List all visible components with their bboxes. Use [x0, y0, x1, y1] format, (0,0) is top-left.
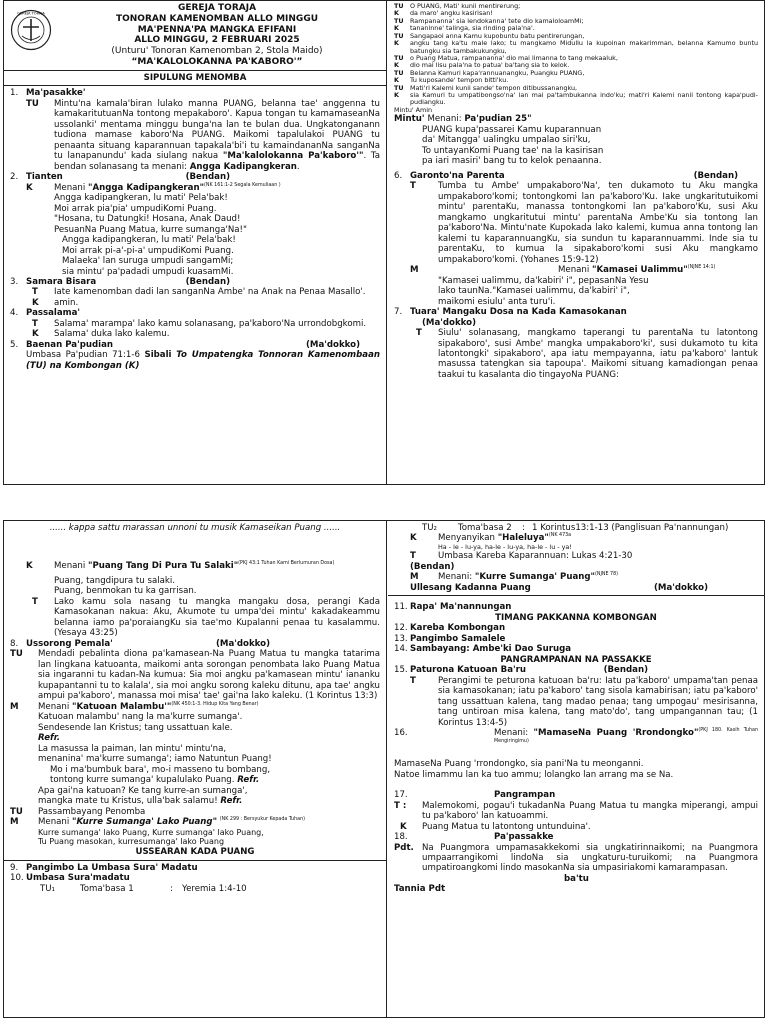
item-10: 10. Umbasa Sura'madatu	[10, 873, 130, 884]
item-12: 12. Kareba Kombongan	[394, 623, 506, 634]
order-of-service: (Unturu' Tonoran Kamenomban 2, Stola Maido)	[111, 46, 323, 57]
liturgical-season: MA'PENNA'PA MANGKA EFIFANI	[137, 24, 297, 35]
speaker-label: TU	[26, 98, 39, 109]
page1-left-column: GEREJA TORAJA GEREJA TORAJA TONORAN KAMENOMBAN ALLO MINGGU MA'PENNA'PA MANGKA EFIFANI ALLO MINGGU, 2 FEBRUARI 2025 (Unturu' Tonoran Kamenomban 2, Stola Maido) “MA'KALOLOKANNA PA'KABORO'” SIPULUNG MENOMBA 1. Ma'pasakke' TU Mintu'na kamala'biran lulako manna PUANG, belanna tae' anggenna tu kamakaritutuanNa tontong mepakaboro'. Kapua tongan tu kamamaseanNa ussolanki' mentama minggu bunga'na lan te bulan dua. Ungkatonganann tudiona mamase kaboro'Na PUANG. Maikomi tapalulakoi PUANG tu penaanta situang kaparannuan tapakala'bi'i tu kamaindananNa sanganNa tu lanapanundu' kada siulang nakua "Ma'kalolokanna Pa'kaboro'". Ta bendan solanasang ta menani: Angga Kadipangkeran. 2. Tianten (Bendan) K Menani "Angga Kadipangkeran"$^{(NK 161:1-2 Segala Kemuliaan )}$ Angga kadipangkeran, lu mati' Pela'bak! Moi arrak pia'pia' umpudiKomi Puang. "Hosana, tu Datungki! Hosana, Anak Daud! PesuanNa Puang Matua, kurre sumanga'Na!" Angga kadipangkeran, lu mati' Pela'bak! Moi arrak pi-a'-pi-a' umpudiKomi Puang. Malaeka' lan suruga umpudi sangamMi; sia mintu' pa'padadi umpudi kuasamMi. 3. Samara Bisara (Bendan) T Iate kamenomban dadi lan sanganNa Ambe' na Anak na Penaa Masallo'. K amin. 4. Passalama' T Salama' marampa' lako kamu solanasang, pa'kaboro'Na urrondobgkomi. K Salama' duka lako kalemu. 5. Baenan Pa'pudian (Ma'dokko) Umbasa Pa'pudian 71:1-6 Sibali To Umpatengka Tonnoran Kamenombaan (TU) na Kombongan (K)	[4, 1, 387, 484]
item-13: 13. Pangimbo Samalele	[394, 633, 506, 644]
section-title: USSEARAN KADA PUANG	[135, 847, 255, 858]
psalm-litany: TU O PUANG, Mati' kunii mentirerung; K da maro' angku kasirisan! TU Rampananna' sia lendokanna' tete dio kamaloloamMi; K tananinne' talinga, sia rinding pala'na'. TU Sangapaoi anna Kamu kupobuntu batu pentirerungan, K angku tang ka'tu male lako; tu mangkamo Midullu la kupoinan makarimman, belanna Kamumo buntu batungku sia tambakukungku, TU o Puang Matua, rampananna' dio mai limanna to tang mekaaluk, K dio mai lisu pala'na to patua' ba'tang sia to kelok. TU Belanna Kamuri kapa'rannuanangku, Puangku PUANG, K Tu kuposande' tempon bitti'ku. TU Mati'ri Kalemi kunii sande' tempon ditibussanangku, K sia Kamuri tu umpatibongso'na' lan mai pa'tambukanna indo'ku; mati'ri Kalemi nanii tontong kapa'pudi-pudiangku. Mintu' Amin	[394, 2, 758, 114]
service-title: TONORAN KAMENOMBAN ALLO MINGGU	[115, 13, 319, 24]
service-date: ALLO MINGGU, 2 FEBRUARI 2025	[134, 35, 300, 46]
church-seal-logo	[10, 9, 52, 51]
item-11: 11. Rapa' Ma'nannungan	[394, 602, 512, 613]
page2-left-column: ...... kappa sattu marassan unnoni tu musik Kamaseikan Puang ...... K Menani "Puang Tang Di Pura Tu Salaki"$^{(PKJ 43:1 Tuhan Kami Berlumuran Dosa)}$ Puang, tangdipura tu salaki. Puang, benmokan tu ka garrisan. T Lako kamu sola nasang tu mangka mangaku dosa, perangi Kada Kamasokanan nakua: Aku, Akumote tu umpa'dei mintu' kakadakeammu belanna iamo pa'poraiangKu sia tae'mo Kupalanni penaa tu kasalammu. (Yesaya 43:25) 8. Ussorong Pemala' (Ma'dokko) TU Mendadi pebalinta diona pa'kamasean-Na Puang Matua tu mangka tatarima lan lingkana katuoanta, maikomi anta sorongan penombata lako Puang Matua sia ingaranni tu kadan-Na kumua: Sia moi angku pa'kamasean mintu' iananku kupapantanni tu to kalala', sia moi angku sorong kaleku ditunu, apa tae' angku ampui pa'kaboro', manassa moi misa' tae' gai'na lako kaleku. (1 Korintus 13:3) M Menani "Katuoan Malambu'"$^{(NK 450:1-3. Hidup Kita Yang Benar)}$ Katuoan malambu' nang la ma'kurre sumanga'. Sendesende lan Kristus; tang ussattuan kale. Refr. La masussa la paiman, lan mintu' mintu'na, menanina' ma'kurre sumanga'; iamo Natuntun Puang! Mo i ma'bumbuk bara', mo-i masseno tu bombang, tontong kurre sumanga' kupalulako Puang. Refr. Apa gai'na katuoan? Ke tang kurre-an sumanga', mangka mate tu Kristus, ulla'bak salamu! Refr. TU Passambayang Penomba M Menani "Kurre Sumanga' Lako Puang" $^{(NK 299 : Bersyukur Kepada Tuhan)}$ Kurre sumanga' lako Puang, Kurre sumanga' lako Puang, Tu Puang masokan, kurresumanga' lako Puang USSEARAN KADA PUANG 9. Pangimbo La Umbasa Sura' Madatu 10. Umbasa Sura'madatu TU₁ Toma'basa 1 : Yeremia 1:4-10	[4, 521, 387, 1017]
bulletin-page-2	[3, 520, 765, 1018]
item-18: 18. Pa'passakke	[394, 832, 554, 843]
hymn-title: "Angga Kadipangkeran"	[87, 182, 205, 193]
item-16: 16. Menani: "MamaseNa Puang 'Rrondongko"$^{(PKJ 180. Kasih Tuhan Mengiringimu)}$	[394, 728, 758, 744]
item-15: 15. Paturona Katuoan Ba'ru (Bendan)	[394, 665, 648, 676]
item-2: 2. Tianten (Bendan)	[10, 172, 230, 183]
service-theme: “MA'KALOLOKANNA PA'KABORO'”	[131, 56, 303, 67]
item-3: 3. Samara Bisara (Bendan)	[10, 276, 230, 287]
bulletin-header	[10, 3, 380, 68]
item-14: 14. Sambayang: Ambe'ki Dao Suruga	[394, 644, 572, 655]
bulletin-page-1	[3, 0, 765, 485]
church-name: GEREJA TORAJA	[177, 3, 257, 13]
hymn-title: "Puang Tang Di Pura Tu Salaki"	[87, 561, 239, 572]
item-1: 1. Ma'pasakke'	[10, 88, 86, 99]
item-title: Ma'pasakke'	[26, 88, 86, 99]
hymn-lyrics: PUANG kupa'passarei Kamu kuparannuan da' Mitangga' ualingku umpalao siri'ku, To untayanKomi Puang tae' na la kasirisan pa iari masiri' bang tu to kelok penaanna.	[422, 124, 604, 167]
item-5: 5. Baenan Pa'pudian (Ma'dokko)	[10, 339, 360, 350]
header-divider	[4, 70, 386, 71]
item-4: 4. Passalama'	[10, 308, 81, 319]
section-title: SIPULUNG MENOMBA	[143, 72, 247, 83]
item-8: 8. Ussorong Pemala' (Ma'dokko)	[10, 638, 270, 649]
page2-right-column: TU₂ Toma'basa 2 : 1 Korintus13:1-13 (Panglisuan Pa'nannungan) K Menyanyikan "Haleluya"$^{(NK 473a}$ Ha - le - lu-ya, ha-le - lu-ya, ha-le - lu - ya! T Umbasa Kareba Kaparannuan: Lukas 4:21-30 (Bendan) M Menani: "Kurre Sumanga' Puang"$^{(NJNE 78)}$ Ullesang Kadanna Puang (Ma'dokko) 11. Rapa' Ma'nannungan TIMANG PAKKANNA KOMBONGAN 12. Kareba Kombongan 13. Pangimbo Samalele 14. Sambayang: Ambe'ki Dao Suruga PANGRAMPANAN NA PASSAKKE 15. Paturona Katuoan Ba'ru (Bendan) T Perangimi te peturona katuoan ba'ru: Iatu pa'kaboro' umpama'tan penaa sia kamasokanan; iatu pa'kaboro' tang sisola kamabirisan; iatu pa'kaboro' tang ussattuan kalena, tang madao penaa; tang umpogau' mesirisanna, tang untiroan misa kalena, tang mato'do', tang umpangannan tau; (1 Korintus 13:4-5) 16. Menani: "MamaseNa Puang 'Rrondongko"$^{(PKJ 180. Kasih Tuhan Mengiringimu)}$ MamaseNa Puang 'rrondongko, sia pani'Na tu meonganni. Natoe limammu lan ka tuo ammu; lolangko lan arrang ma se Na. 17. Pangrampan T : Malemokomi, pogau'i tukadanNa Puang Matua tu mangka miperangi, ampui tu pa'kaboro' lan katuoammi. K Puang Matua tu latontong untunduina'. 18. Pa'passakke Pdt. Na Puangmora umpamasakkekomi sia ungkatirinnaikomi; na Puangmora umpaarrangikomi lindoNa sia ungkaturu-turuikomi; na Puangmora umpatiroangkomi lindo masokanNa sia umpasiriakomi kamarampasan. ba'tu Tannia Pdt	[388, 521, 764, 1017]
item-17: 17. Pangrampan	[394, 790, 556, 801]
page1-right-column: TU O PUANG, Mati' kunii mentirerung; K da maro' angku kasirisan! TU Rampananna' sia lendokanna' tete dio kamaloloamMi; K tananinne' talinga, sia rinding pala'na'. TU Sangapaoi anna Kamu kupobuntu batu pentirerungan, K angku tang ka'tu male lako; tu mangkamo Midullu la kupoinan makarimman, belanna Kamumo buntu batungku sia tambakukungku, TU o Puang Matua, rampananna' dio mai limanna to tang mekaaluk, K dio mai lisu pala'na to patua' ba'tang sia to kelok. TU Belanna Kamuri kapa'rannuanangku, Puangku PUANG, K Tu kuposande' tempon bitti'ku. TU Mati'ri Kalemi kunii sande' tempon ditibussanangku, K sia Kamuri tu umpatibongso'na' lan mai pa'tambukanna indo'ku; mati'ri Kalemi nanii tontong kapa'pudi-pudiangku. Mintu' Amin Mintu' Menani: Pa'pudian 25" PUANG kupa'passarei Kamu kuparannuan da' Mitangga' ualingku umpalao siri'ku, To untayanKomi Puang tae' na la kasirisan pa iari masiri' bang tu to kelok penaanna. 6. Garonto'na Parenta (Bendan) T Tumba tu Ambe' umpakaboro'Na', ten dukamoto tu Aku mangka umpakaboro'komi; tontongkomi lan pa'kaboro'Ku. Iake ungkaritutuikomi mintu' parentaKu, manassa tontongkomi lan pa'kaboro'Ku, susi Aku mangkamo ungkaritutui mintu' parentaNa Ambe'Ku sia tontong lan pa'kaboro'Na. Mintu'nate Kupokada lako kalemi, kumua anna tontong lan kalemi tu kaparannuangKu, sia sundun tu kaparannuammi. Inde sia tu parentaKu, to kumua la sipakaboro'komi susi Aku mangkamo umpakaboro'komi. (Yohanes 15:9-12) M Menani "Kamasei Ualimmu"$^{(NJNE 14:1)}$ "Kamasei ualimmu, da'kabiri' i", pepasanNa Yesu lako taunNa."Kamasei ualimmu, da'kabiri' i", maikomi esiulu' anta turu'i. 7. Tuara' Mangaku Dosa na Kada Kamasokanan (Ma'dokko) T Siulu' solanasang, mangkamo taperangi tu parentaNa tu latontong sipakaboro', susi Ambe' mangka umpakaboro'ki', susi dukamoto tu kita latontongki' sipakaboro', apa iatu mempayanna, iatu pa'kaboro' lantuk masussa tatengkan sia tapoupa'. Maikomi situang kamadiongan penaa taakui tu kasalanta dio tingayoNa PUANG:	[394, 2, 758, 380]
hymn-lyrics: Angga kadipangkeran, lu mati' Pela'bak! Moi arrak pia'pia' umpudiKomi Puang. "Hosana, tu Datungki! Hosana, Anak Daud! PesuanNa Puang Matua, kurre sumanga'Na!" Angga kadipangkeran, lu mati' Pela'bak! Moi arrak pi-a'-pi-a' umpudiKomi Puang. Malaeka' lan suruga umpudi sangamMi; sia mintu' pa'padadi umpudi kuasamMi.	[54, 193, 247, 277]
section-divider	[4, 85, 386, 86]
item-6: 6. Garonto'na Parenta (Bendan)	[394, 170, 738, 181]
item-7: 7. Tuara' Mangaku Dosa na Kada Kamasokanan	[394, 307, 627, 318]
svg-text:GEREJA TORAJA: GEREJA TORAJA	[17, 11, 45, 16]
votum-text: Mintu'na kamala'biran lulako manna PUANG, belanna tae' anggenna tu kamakaritutuanNa tontong mepakaboro'. Kapua tongan tu kamamaseanNa ussolanki' mentama minggu bunga'na lan te bulan dua. Ungkatonganann tudiona mamase kaboro'Na PUANG. Maikomi tapalulakoi PUANG tu penaanta situang kaparannuan tapakala'bi'i tu kamaindananNa sanganNa tu lanapanundu' kada siulang nakua "Ma'kalolokanna Pa'kaboro'". Ta bendan solanasang ta menani: Angga Kadipangkeran.	[54, 98, 380, 172]
item-9: 9. Pangimbo La Umbasa Sura' Madatu	[10, 862, 198, 873]
